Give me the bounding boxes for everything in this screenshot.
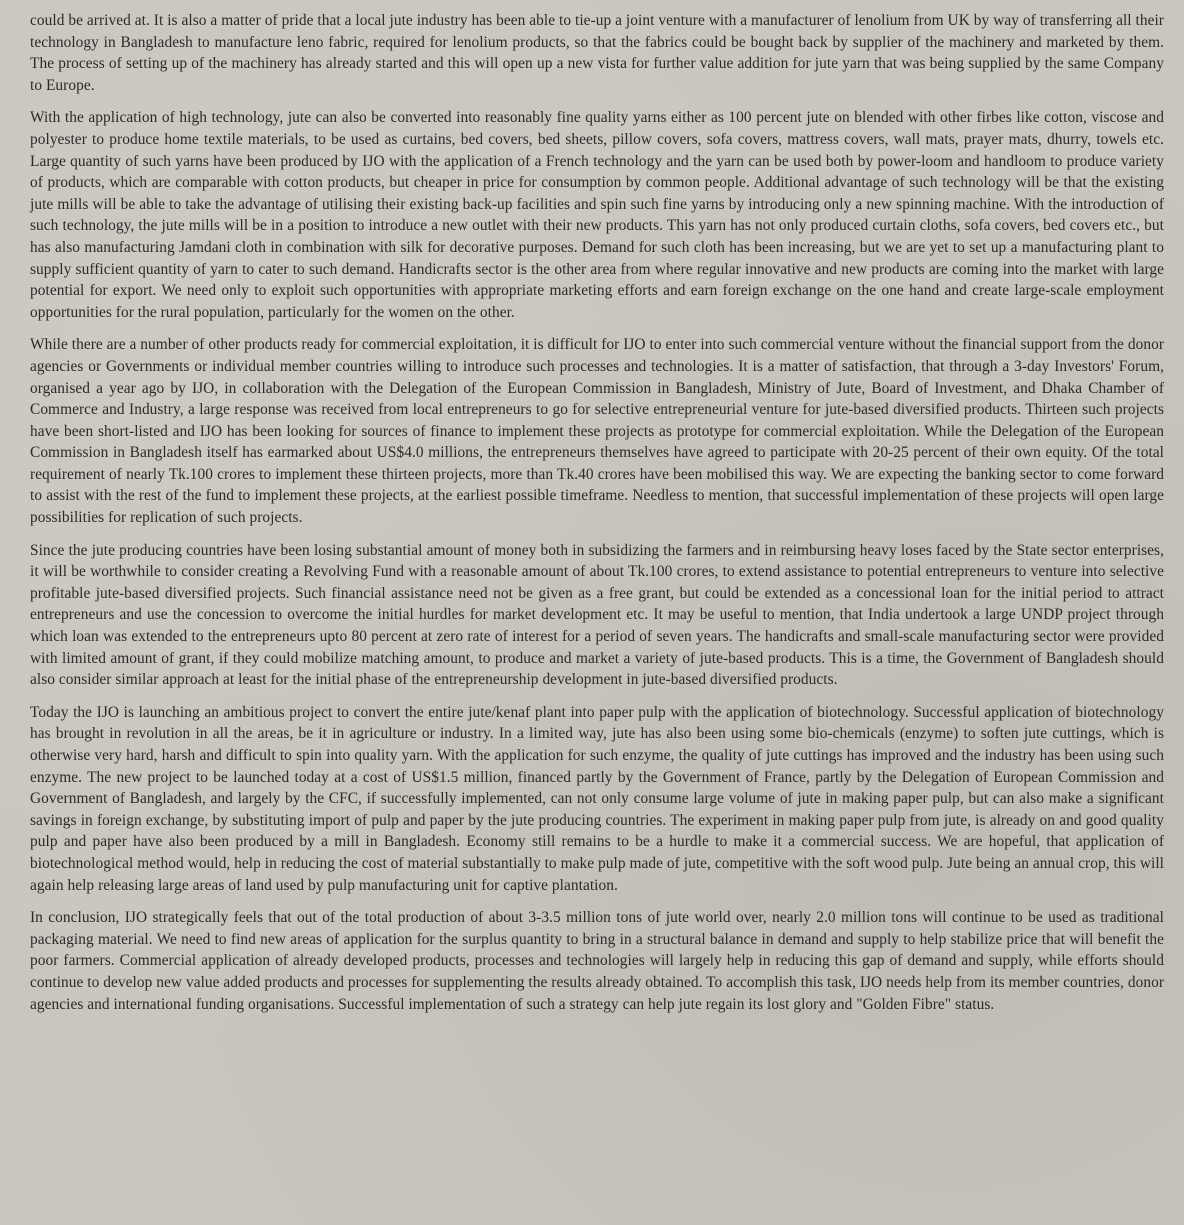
- paragraph-revolving-fund: Since the jute producing countries have been losing substantial amount of money both in subsidizing the farmers and in reimbursing heavy loses faced by the State sector enterprises, it will be worthwhile to consider creating a Revolving Fund with a reasonable amount of about Tk.100 crores, to extend assistance to potential entrepreneurs to venture into selective profitable jute-based diversified projects. Such financial assistance need not be given as a free grant, but could be extended as a concessional loan for the initial period to attract entrepreneurs and use the concession to overcome the initial hurdles for market development etc. It may be useful to mention, that India undertook a large UNDP project through which loan was extended to the entrepreneurs upto 80 percent at zero rate of interest for a period of seven years. The handicrafts and small-scale manufacturing sector were provided with limited amount of grant, if they could mobilize matching amount, to produce and market a variety of jute-based products. This is a time, the Government of Bangladesh should also consider similar approach at least for the initial phase of the entrepreneurship development in jute-based diversified products.: [30, 541, 1164, 689]
- paragraph-high-technology: With the application of high technology, jute can also be converted into reasonably fine quality yarns either as 100 percent jute on blended with other firbes like cotton, viscose and polyester to produce home textile materials, to be used as curtains, bed covers, bed sheets, pillow covers, sofa covers, mattress covers, wall mats, prayer mats, dhurry, towels etc. Large quantity of such yarns have been produced by IJO with the application of a French technology and the yarn can be used both by power-loom and handloom to produce variety of products, which are comparable with cotton products, but cheaper in price for consumption by common people. Additional advantage of such technology will be that the existing jute mills will be able to take the advantage of utilising their existing back-up facilities and spin such fine yarns by introducing only a new spinning machine. With the introduction of such technology, the jute mills will be in a position to introduce a new outlet with their new products. This yarn has not only produced curtain cloths, sofa covers, bed covers etc., but has also manufacturing Jamdani cloth in combination with silk for decorative purposes. Demand for such cloth has been increasing, but we are yet to set up a manufacturing plant to supply sufficient quantity of yarn to cater to such demand. Handicrafts sector is the other area from where regular innovative and new products are coming into the market with large potential for export. We need only to exploit such opportunities with appropriate marketing efforts and earn foreign exchange on the one hand and create large-scale employment opportunities for the rural population, particularly for the women on the other.: [30, 109, 1164, 321]
- paragraph-biotechnology: Today the IJO is launching an ambitious project to convert the entire jute/kenaf plant into paper pulp with the application of biotechnology. Successful application of biotechnology has brought in revolution in all the areas, be it in agriculture or industry. In a limited way, jute has also been using some bio-chemicals (enzyme) to soften jute cuttings, which is otherwise very hard, harsh and difficult to spin into quality yarn. With the application for such enzyme, the quality of jute cuttings has improved and the industry has been using such enzyme. The new project to be launched today at a cost of US$1.5 million, financed partly by the Government of France, partly by the Delegation of European Commission and Government of Bangladesh, and largely by the CFC, if successfully implemented, can not only consume large volume of jute in making paper pulp, but can also make a significant savings in foreign exchange, by substituting import of pulp and paper by the jute producing countries. The experiment in making paper pulp from jute, is already on and good quality pulp and paper have also been produced by a mill in Bangladesh. Economy still remains to be a hurdle to make it a commercial success. We are hopeful, that application of biotechnological method would, help in reducing the cost of material substantially to make pulp made of jute, competitive with the soft wood pulp. Jute being an annual crop, this will again help releasing large areas of land used by pulp manufacturing unit for captive plantation.: [30, 703, 1164, 894]
- paragraph-conclusion: In conclusion, IJO strategically feels that out of the total production of about 3-3.5 million tons of jute world over, nearly 2.0 million tons will continue to be used as traditional packaging material. We need to find new areas of application for the surplus quantity to bring in a structural balance in demand and supply to help stabilize price that will benefit the poor farmers. Commercial application of already developed products, processes and technologies will largely help in reducing this gap of demand and supply, while efforts should continue to develop new value added products and processes for supplementing the results already obtained. To accomplish this task, IJO needs help from its member countries, donor agencies and international funding organisations. Successful implementation of such a strategy can help jute regain its lost glory and "Golden Fibre" status.: [30, 909, 1164, 1013]
- paragraph-leno-fabric: could be arrived at. It is also a matter of pride that a local jute industry has been able to tie-up a joint venture with a manufacturer of lenolium from UK by way of transferring all their technology in Bangladesh to manufacture leno fabric, required for lenolium products, so that the fabrics could be bought back by supplier of the machinery and marketed by them. The process of setting up of the machinery has already started and this will open up a new vista for further value addition for jute yarn that was being supplied by the same Company to Europe.: [30, 12, 1164, 94]
- paragraph-investors-forum: While there are a number of other products ready for commercial exploitation, it is difficult for IJO to enter into such commercial venture without the financial support from the donor agencies or Governments or individual member countries willing to introduce such processes and technologies. It is a matter of satisfaction, that through a 3-day Investors' Forum, organised a year ago by IJO, in collaboration with the Delegation of the European Commission in Bangladesh, Ministry of Jute, Board of Investment, and Dhaka Chamber of Commerce and Industry, a large response was received from local entrepreneurs to go for selective entrepreneurial venture for jute-based diversified products. Thirteen such projects have been short-listed and IJO has been looking for sources of finance to implement these projects as prototype for commercial exploitation. While the Delegation of the European Commission in Bangladesh itself has earmarked about US$4.0 millions, the entrepreneurs themselves have agreed to participate with 20-25 percent of their own equity. Of the total requirement of nearly Tk.100 crores to implement these thirteen projects, more than Tk.40 crores have been mobilised this way. We are expecting the banking sector to come forward to assist with the rest of the fund to implement these projects, at the earliest possible timeframe. Needless to mention, that successful implementation of these projects will open large possibilities for replication of such projects.: [30, 336, 1164, 527]
